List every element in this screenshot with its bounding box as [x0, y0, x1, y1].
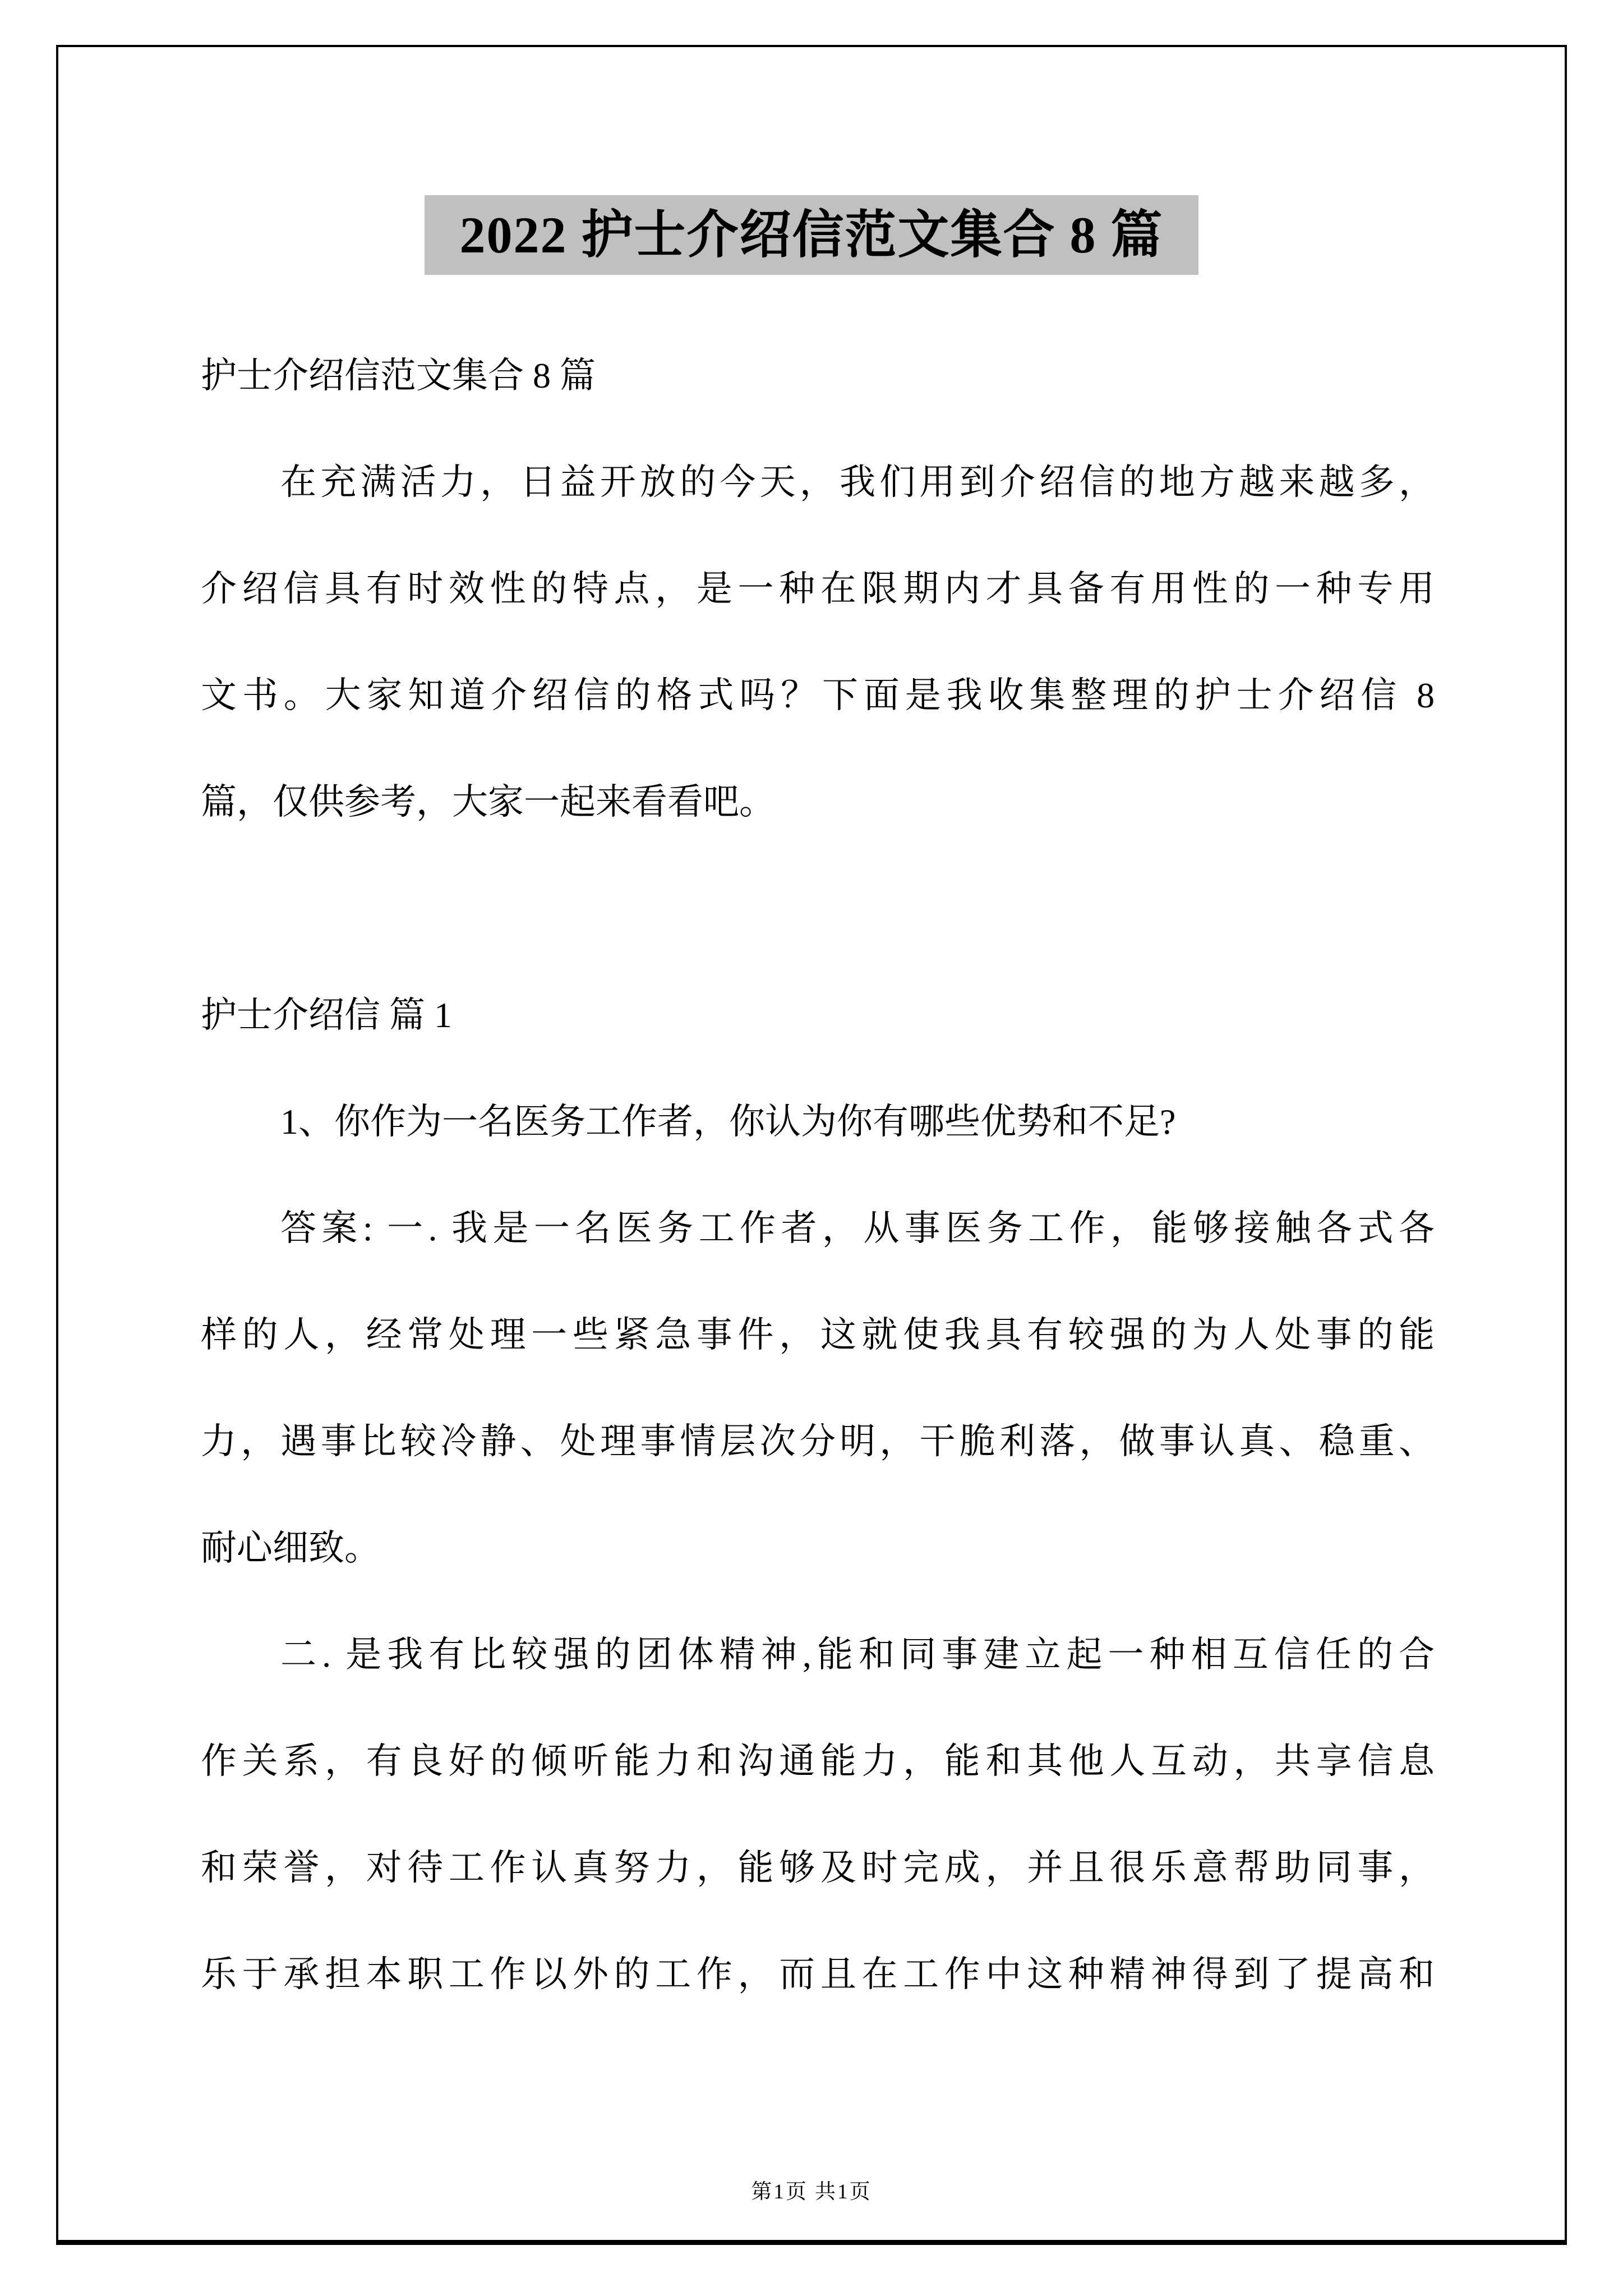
body-line: 作关系，有良好的倾听能力和沟通能力，能和其他人互动，共享信息	[201, 1741, 1435, 1781]
body-line: 力，遇事比较冷静、处理事情层次分明，干脆利落，做事认真、稳重、	[201, 1421, 1435, 1461]
body-line: 篇，仅供参考，大家一起来看看吧。	[201, 782, 775, 822]
body-text	[201, 323, 1435, 2028]
body-line: 和荣誉，对待工作认真努力，能够及时完成，并且很乐意帮助同事，	[201, 1848, 1435, 1888]
body-line: 答案: 一. 我是一名医务工作者，从事医务工作，能够接触各式各	[280, 1208, 1435, 1248]
body-line: 介绍信具有时效性的特点，是一种在限期内才具备有用性的一种专用	[201, 569, 1435, 609]
body-line: 1、你作为一名医务工作者，你认为你有哪些优势和不足?	[280, 1102, 1176, 1142]
body-line: 二. 是我有比较强的团体精神,能和同事建立起一种相互信任的合	[280, 1635, 1435, 1674]
body-line: 文书。大家知道介绍信的格式吗？下面是我收集整理的护士介绍信 8	[201, 675, 1435, 715]
body-line: 样的人，经常处理一些紧急事件，这就使我具有较强的为人处事的能	[201, 1315, 1435, 1355]
page-title: 2022 护士介绍信范文集合 8 篇	[425, 195, 1198, 275]
page-number: 第1页 共1页	[751, 2180, 872, 2203]
body-line: 护士介绍信范文集合 8 篇	[201, 356, 596, 395]
body-line: 在充满活力，日益开放的今天，我们用到介绍信的地方越来越多，	[280, 462, 1435, 502]
body-line: 耐心细致。	[201, 1528, 380, 1568]
body-line: 乐于承担本职工作以外的工作，而且在工作中这种精神得到了提高和	[201, 1954, 1435, 1994]
section-heading: 护士介绍信 篇 1	[201, 995, 452, 1035]
document-title-row	[0, 195, 1623, 275]
